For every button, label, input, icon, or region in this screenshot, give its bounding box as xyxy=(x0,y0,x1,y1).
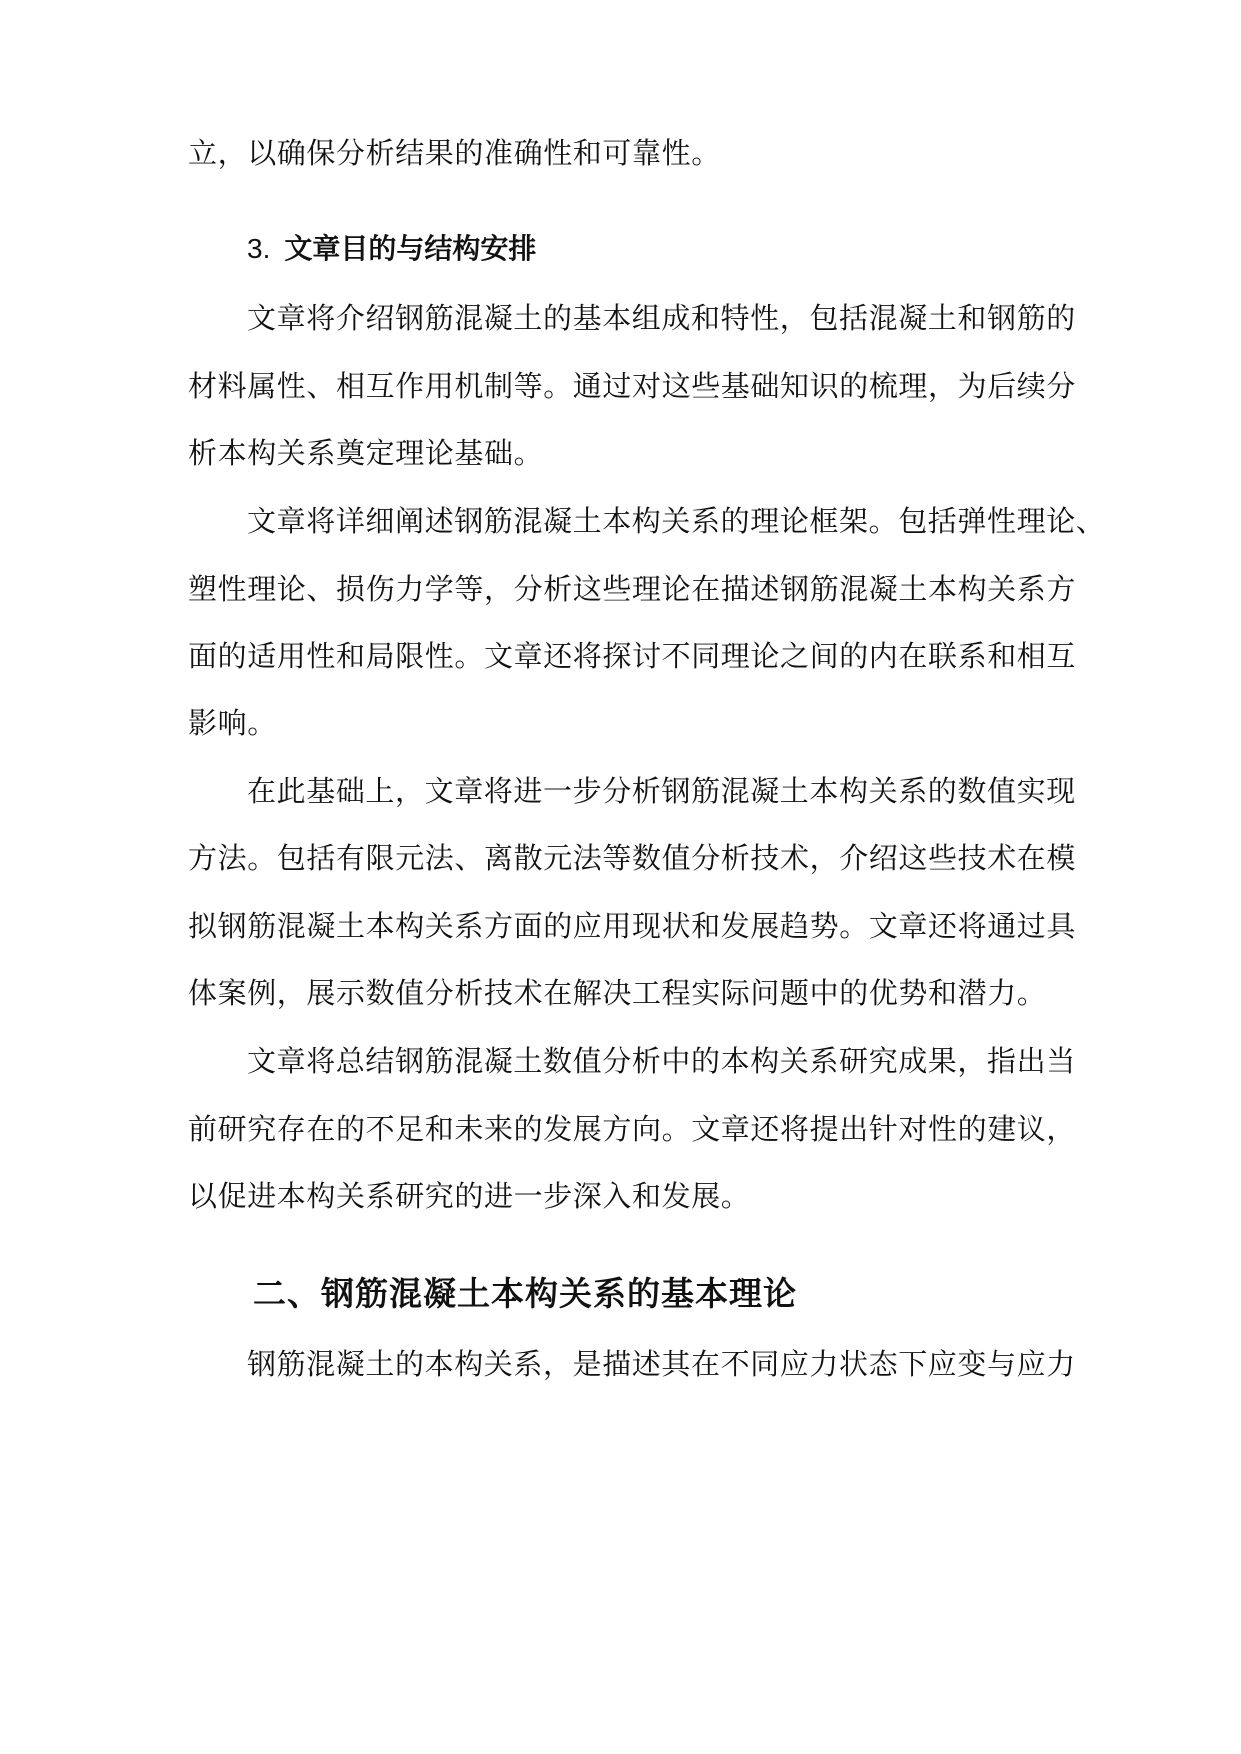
paragraph-line: 体案例，展示数值分析技术在解决工程实际问题中的优势和潜力。 xyxy=(188,976,1047,1010)
paragraph-line: 钢筋混凝土的本构关系，是描述其在不同应力状态下应变与应力 xyxy=(247,1347,1076,1381)
paragraph-line: 方法。包括有限元法、离散元法等数值分析技术，介绍这些技术在模 xyxy=(188,841,1077,875)
paragraph-line: 影响。 xyxy=(188,706,277,740)
continuation-line: 立，以确保分析结果的准确性和可靠性。 xyxy=(188,136,721,170)
section-number: 3. xyxy=(247,233,271,264)
paragraph-line: 材料属性、相互作用机制等。通过对这些基础知识的梳理，为后续分 xyxy=(188,369,1077,403)
paragraph-line: 在此基础上，文章将进一步分析钢筋混凝土本构关系的数值实现 xyxy=(247,774,1076,808)
paragraph-line: 以促进本构关系研究的进一步深入和发展。 xyxy=(188,1179,751,1213)
paragraph-line: 文章将介绍钢筋混凝土的基本组成和特性，包括混凝土和钢筋的 xyxy=(247,301,1076,335)
paragraph-line: 塑性理论、损伤力学等，分析这些理论在描述钢筋混凝土本构关系方 xyxy=(188,572,1077,606)
section-heading xyxy=(247,229,536,269)
paragraph-line: 文章将详细阐述钢筋混凝土本构关系的理论框架。包括弹性理论、 xyxy=(247,504,1106,538)
paragraph-line: 析本构关系奠定理论基础。 xyxy=(188,436,544,470)
paragraph-line: 文章将总结钢筋混凝土数值分析中的本构关系研究成果，指出当 xyxy=(247,1044,1076,1078)
paragraph-line: 面的适用性和局限性。文章还将探讨不同理论之间的内在联系和相互 xyxy=(188,639,1077,673)
paragraph-line: 拟钢筋混凝土本构关系方面的应用现状和发展趋势。文章还将通过具 xyxy=(188,909,1077,943)
section-title: 文章目的与结构安排 xyxy=(284,232,537,265)
chapter-heading: 二、钢筋混凝土本构关系的基本理论 xyxy=(253,1274,797,1313)
paragraph-line: 前研究存在的不足和未来的发展方向。文章还将提出针对性的建议， xyxy=(188,1112,1077,1146)
